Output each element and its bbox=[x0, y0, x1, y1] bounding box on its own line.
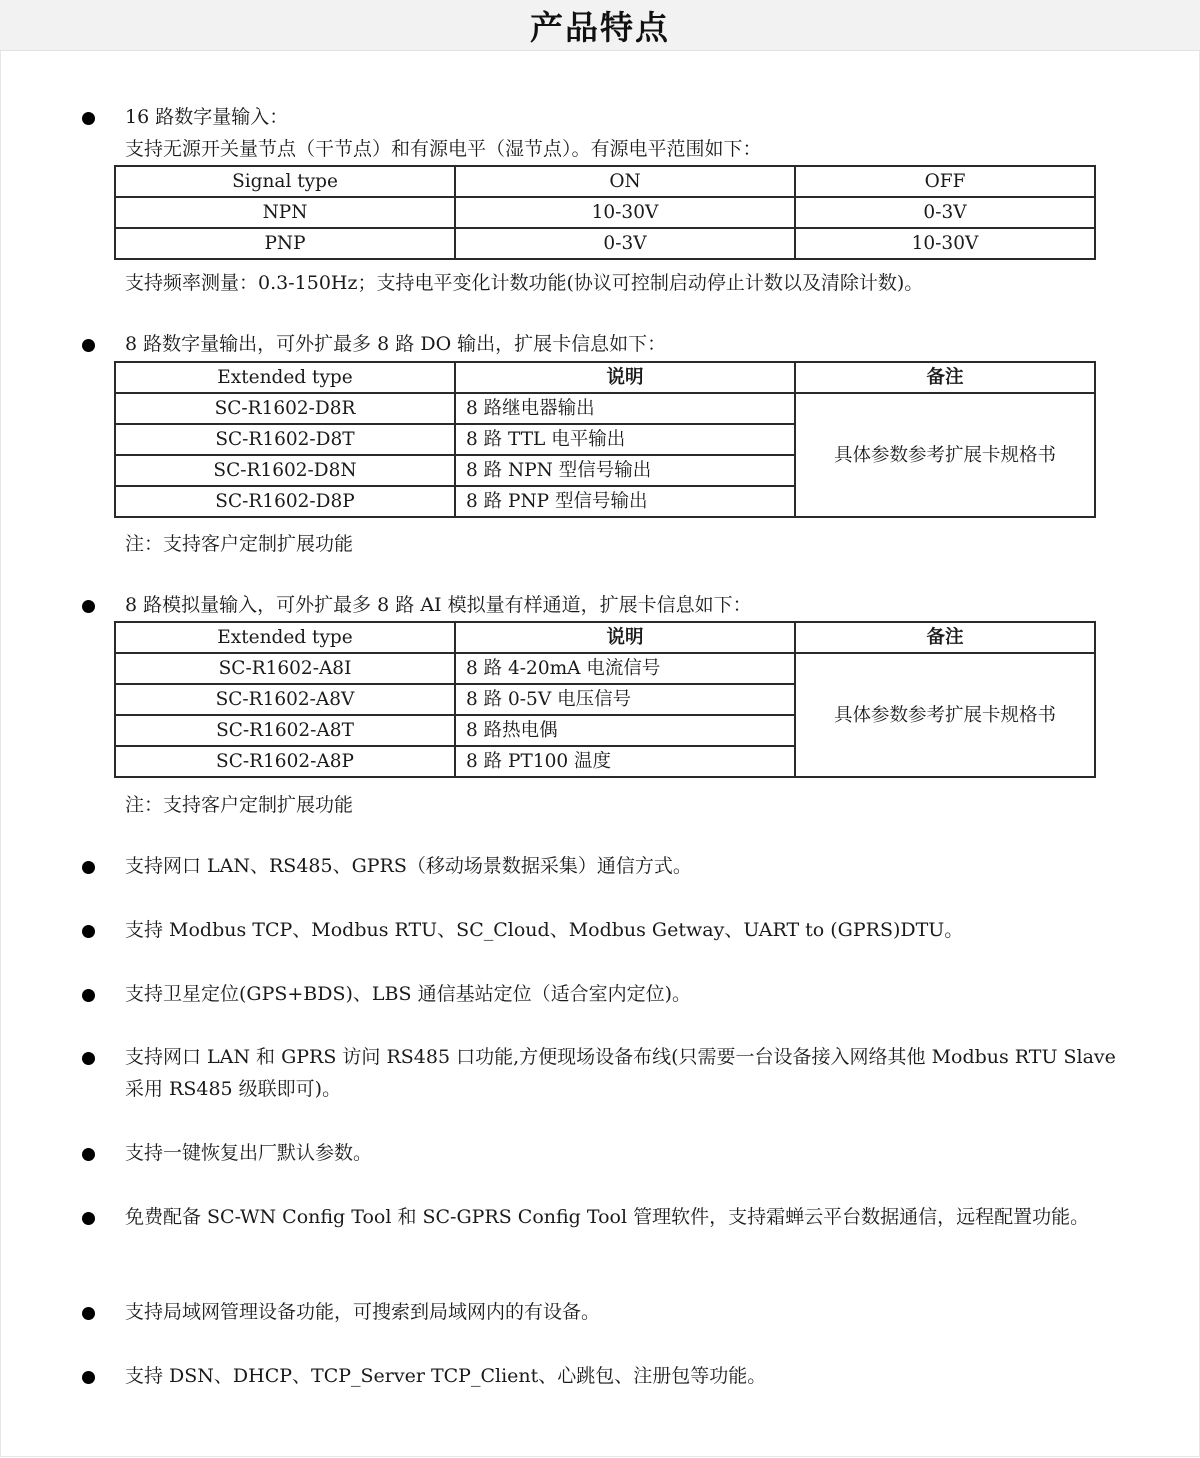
feature-item: 支持一键恢复出厂默认参数。 bbox=[125, 1142, 373, 1164]
feature-item: 支持局域网管理设备功能，可搜索到局域网内的有设备。 bbox=[125, 1301, 601, 1323]
table-cell: 8 路 PNP 型信号输出 bbox=[455, 486, 795, 517]
table-cell: SC-R1602-D8R bbox=[115, 393, 455, 424]
remark-cell: 具体参数参考扩展卡规格书 bbox=[795, 393, 1095, 517]
table-row bbox=[115, 197, 1095, 228]
table-cell: SC-R1602-D8P bbox=[115, 486, 455, 517]
table-cell: 8 路 TTL 电平输出 bbox=[455, 424, 795, 455]
table-cell: SC-R1602-A8P bbox=[115, 746, 455, 777]
table-cell: 8 路 4-20mA 电流信号 bbox=[455, 653, 795, 684]
table-cell: PNP bbox=[115, 228, 455, 259]
do-note: 注：支持客户定制扩展功能 bbox=[125, 533, 354, 555]
bullet-icon bbox=[82, 989, 95, 1002]
feature-item: 支持网口 LAN 和 GPRS 访问 RS485 口功能,方便现场设备布线(只需要一台设备接入网络其他 Modbus RTU Slave 采用 RS485 级联即可)。 bbox=[125, 1046, 1116, 1100]
table-cell: 0-3V bbox=[795, 197, 1095, 228]
table-cell: SC-R1602-A8T bbox=[115, 715, 455, 746]
di-signal-table bbox=[114, 165, 1096, 260]
bullet-icon bbox=[82, 339, 95, 352]
feature-item: 支持 Modbus TCP、Modbus RTU、SC_Cloud、Modbus Getway、UART to (GPRS)DTU。 bbox=[125, 919, 964, 941]
ai-note: 注：支持客户定制扩展功能 bbox=[125, 794, 354, 816]
table-cell: SC-R1602-A8V bbox=[115, 684, 455, 715]
table-row bbox=[115, 228, 1095, 259]
table-cell: NPN bbox=[115, 197, 455, 228]
bullet-icon bbox=[82, 925, 95, 938]
table-cell: 10-30V bbox=[455, 197, 795, 228]
table-header-row bbox=[115, 166, 1095, 197]
table-header-cell: OFF bbox=[795, 166, 1095, 197]
feature-item: 支持网口 LAN、RS485、GPRS（移动场景数据采集）通信方式。 bbox=[125, 855, 692, 877]
bullet-icon bbox=[82, 1052, 95, 1065]
table-header-cell: 备注 bbox=[795, 362, 1095, 393]
bullet-icon bbox=[82, 1307, 95, 1320]
table-row bbox=[115, 393, 1095, 424]
table-header-cell: 说明 bbox=[455, 362, 795, 393]
table-row bbox=[115, 653, 1095, 684]
do-extension-table bbox=[114, 361, 1096, 518]
bullet-icon bbox=[82, 861, 95, 874]
table-header-cell: Extended type bbox=[115, 622, 455, 653]
feature-item: 免费配备 SC-WN Config Tool 和 SC-GPRS Config Tool 管理软件，支持霜蝉云平台数据通信，远程配置功能。 bbox=[125, 1206, 1090, 1228]
di-subtitle: 支持无源开关量节点（干节点）和有源电平（湿节点）。有源电平范围如下： bbox=[125, 138, 762, 160]
bullet-icon bbox=[82, 1148, 95, 1161]
table-cell: SC-R1602-A8I bbox=[115, 653, 455, 684]
ai-title: 8 路模拟量输入，可外扩最多 8 路 AI 模拟量有样通道，扩展卡信息如下： bbox=[125, 594, 752, 616]
bullet-icon bbox=[82, 1212, 95, 1225]
table-header-cell: 备注 bbox=[795, 622, 1095, 653]
do-title: 8 路数字量输出，可外扩最多 8 路 DO 输出，扩展卡信息如下： bbox=[125, 333, 667, 355]
di-note: 支持频率测量：0.3-150Hz；支持电平变化计数功能(协议可控制启动停止计数以及清除计数)。 bbox=[125, 272, 924, 294]
page-header bbox=[0, 0, 1200, 51]
table-cell: 10-30V bbox=[795, 228, 1095, 259]
remark-cell: 具体参数参考扩展卡规格书 bbox=[795, 653, 1095, 777]
table-header-row bbox=[115, 362, 1095, 393]
table-cell: 8 路继电器输出 bbox=[455, 393, 795, 424]
feature-item: 支持 DSN、DHCP、TCP_Server TCP_Client、心跳包、注册包等功能。 bbox=[125, 1365, 767, 1387]
table-header-cell: ON bbox=[455, 166, 795, 197]
table-cell: 8 路 PT100 温度 bbox=[455, 746, 795, 777]
table-header-cell: Signal type bbox=[115, 166, 455, 197]
table-cell: 8 路 NPN 型信号输出 bbox=[455, 455, 795, 486]
table-cell: 8 路热电偶 bbox=[455, 715, 795, 746]
di-title: 16 路数字量输入： bbox=[125, 106, 289, 128]
table-cell: SC-R1602-D8N bbox=[115, 455, 455, 486]
table-cell: 8 路 0-5V 电压信号 bbox=[455, 684, 795, 715]
bullet-icon bbox=[82, 112, 95, 125]
page-title: 产品特点 bbox=[530, 7, 670, 47]
ai-extension-table bbox=[114, 621, 1096, 778]
feature-item: 支持卫星定位(GPS+BDS)、LBS 通信基站定位（适合室内定位)。 bbox=[125, 983, 691, 1005]
table-cell: 0-3V bbox=[455, 228, 795, 259]
table-cell: SC-R1602-D8T bbox=[115, 424, 455, 455]
table-header-row bbox=[115, 622, 1095, 653]
bullet-icon bbox=[82, 1371, 95, 1384]
table-header-cell: Extended type bbox=[115, 362, 455, 393]
bullet-icon bbox=[82, 600, 95, 613]
table-header-cell: 说明 bbox=[455, 622, 795, 653]
